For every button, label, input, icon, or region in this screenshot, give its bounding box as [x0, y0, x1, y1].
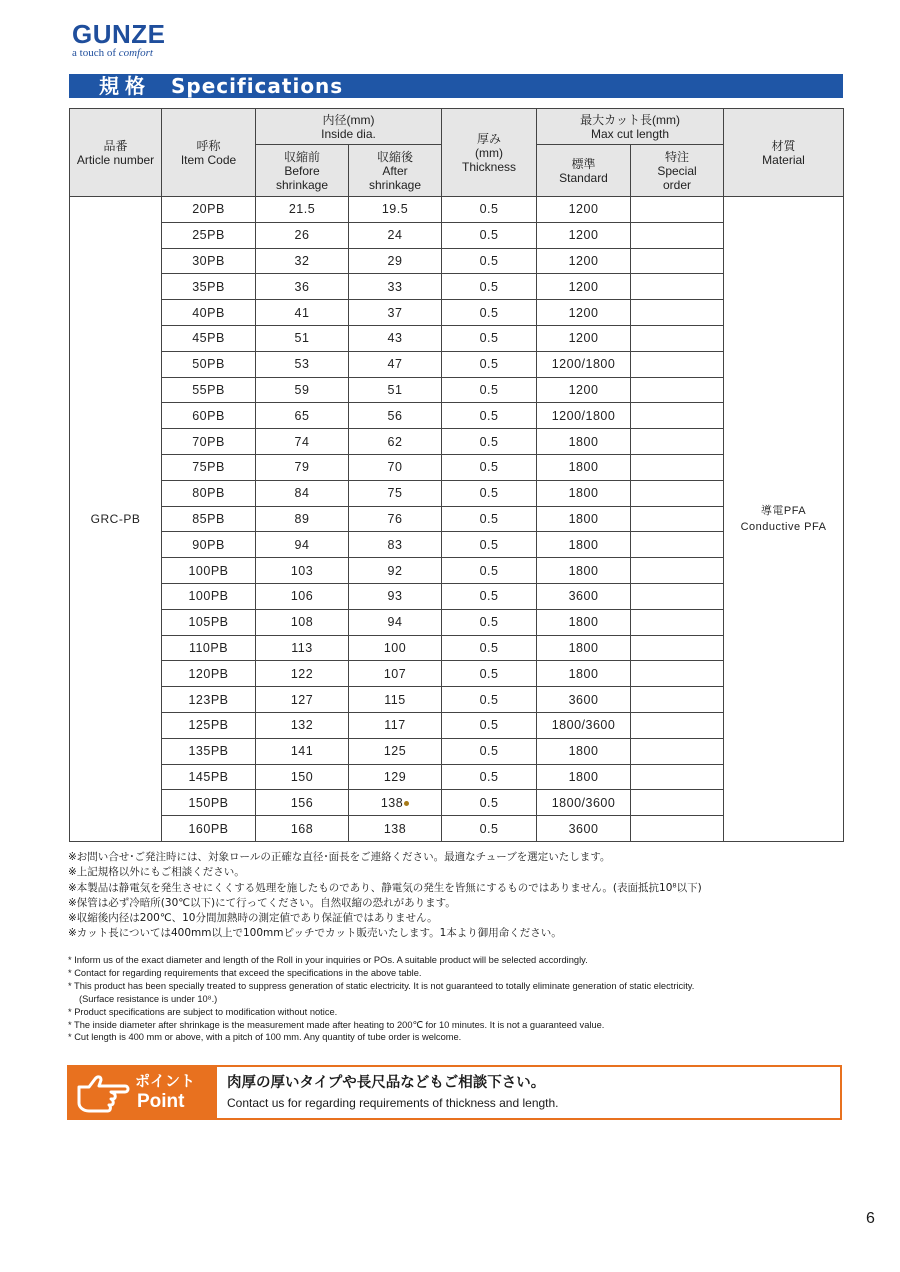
header-inside-dia: 内径(mm) Inside dia.	[256, 109, 442, 145]
note-jp: ※本製品は静電気を発生させにくくする処理を施したものであり、静電気の発生を皆無にするものではありません。(表面抵抗10⁸以下)	[68, 881, 702, 894]
item-code-cell: 100PB	[162, 558, 256, 584]
after-shrinkage-cell: 47	[349, 351, 442, 377]
item-code-cell: 40PB	[162, 300, 256, 326]
before-shrinkage-cell: 103	[256, 558, 349, 584]
special-order-cell	[631, 583, 724, 609]
special-order-cell	[631, 764, 724, 790]
point-label-en: Point	[137, 1091, 185, 1112]
note-en: * Inform us of the exact diameter and length of the Roll in your inquiries or POs. A suitable product will be selected accordingly.	[68, 955, 588, 965]
brand-tagline	[72, 47, 166, 59]
before-shrinkage-cell: 36	[256, 274, 349, 300]
thickness-cell: 0.5	[442, 635, 537, 661]
special-order-cell	[631, 351, 724, 377]
after-shrinkage-cell: 24	[349, 222, 442, 248]
standard-length-cell: 1800	[537, 429, 631, 455]
before-shrinkage-cell: 141	[256, 738, 349, 764]
thickness-cell: 0.5	[442, 351, 537, 377]
header-after-shrinkage: 収縮後 After shrinkage	[349, 145, 442, 197]
thickness-cell: 0.5	[442, 661, 537, 687]
section-title-jp: 規格	[99, 74, 151, 98]
standard-length-cell: 1200	[537, 248, 631, 274]
special-order-cell	[631, 300, 724, 326]
item-code-cell: 160PB	[162, 816, 256, 842]
standard-length-cell: 1800	[537, 558, 631, 584]
after-shrinkage-cell: 51	[349, 377, 442, 403]
item-code-cell: 70PB	[162, 429, 256, 455]
standard-length-cell: 3600	[537, 687, 631, 713]
before-shrinkage-cell: 21.5	[256, 197, 349, 223]
before-shrinkage-cell: 41	[256, 300, 349, 326]
thickness-cell: 0.5	[442, 480, 537, 506]
item-code-cell: 80PB	[162, 480, 256, 506]
standard-length-cell: 1800/3600	[537, 790, 631, 816]
item-code-cell: 105PB	[162, 609, 256, 635]
special-order-cell	[631, 687, 724, 713]
item-code-cell: 100PB	[162, 583, 256, 609]
thickness-cell: 0.5	[442, 532, 537, 558]
pointing-hand-icon	[75, 1073, 133, 1113]
thickness-cell: 0.5	[442, 300, 537, 326]
material-jp: 導電PFA	[760, 504, 807, 517]
material-en: Conductive PFA	[740, 520, 827, 533]
after-shrinkage-cell: 100	[349, 635, 442, 661]
thickness-cell: 0.5	[442, 816, 537, 842]
after-shrinkage-cell: 29	[349, 248, 442, 274]
before-shrinkage-cell: 79	[256, 454, 349, 480]
item-code-cell: 20PB	[162, 197, 256, 223]
before-shrinkage-cell: 106	[256, 583, 349, 609]
special-order-cell	[631, 454, 724, 480]
page-number: 6	[866, 1210, 875, 1227]
point-callout	[67, 1065, 842, 1120]
thickness-cell: 0.5	[442, 712, 537, 738]
tagline-emph: comfort	[118, 47, 153, 59]
note-jp: ※カット長については400mm以上で100mmピッチでカット販売いたします。1本より御用命ください。	[68, 927, 562, 940]
thickness-cell: 0.5	[442, 506, 537, 532]
item-code-cell: 55PB	[162, 377, 256, 403]
item-code-cell: 45PB	[162, 325, 256, 351]
before-shrinkage-cell: 84	[256, 480, 349, 506]
special-order-cell	[631, 712, 724, 738]
specifications-body	[70, 197, 844, 842]
thickness-cell: 0.5	[442, 325, 537, 351]
thickness-cell: 0.5	[442, 403, 537, 429]
note-en: * Product specifications are subject to modification without notice.	[68, 1006, 338, 1017]
item-code-cell: 123PB	[162, 687, 256, 713]
item-code-cell: 110PB	[162, 635, 256, 661]
before-shrinkage-cell: 65	[256, 403, 349, 429]
item-code-cell: 50PB	[162, 351, 256, 377]
after-shrinkage-cell: 129	[349, 764, 442, 790]
before-shrinkage-cell: 59	[256, 377, 349, 403]
after-shrinkage-cell: 138	[349, 790, 442, 816]
ink-dot-mark	[404, 801, 409, 806]
special-order-cell	[631, 558, 724, 584]
after-shrinkage-cell: 76	[349, 506, 442, 532]
special-order-cell	[631, 248, 724, 274]
standard-length-cell: 1800	[537, 480, 631, 506]
note-en: (Surface resistance is under 10⁸.)	[79, 993, 218, 1004]
standard-length-cell: 1200	[537, 222, 631, 248]
item-code-cell: 75PB	[162, 454, 256, 480]
before-shrinkage-cell: 113	[256, 635, 349, 661]
before-shrinkage-cell: 127	[256, 687, 349, 713]
before-shrinkage-cell: 74	[256, 429, 349, 455]
thickness-cell: 0.5	[442, 274, 537, 300]
after-shrinkage-cell: 83	[349, 532, 442, 558]
standard-length-cell: 1200	[537, 197, 631, 223]
after-shrinkage-cell: 43	[349, 325, 442, 351]
standard-length-cell: 1200/1800	[537, 351, 631, 377]
after-shrinkage-cell: 19.5	[349, 197, 442, 223]
header-material: 材質 Material	[724, 109, 844, 197]
thickness-cell: 0.5	[442, 429, 537, 455]
item-code-cell: 125PB	[162, 712, 256, 738]
notes-english	[68, 954, 838, 1044]
material-cell	[724, 197, 844, 842]
notes-japanese	[68, 850, 858, 942]
special-order-cell	[631, 609, 724, 635]
standard-length-cell: 1800	[537, 506, 631, 532]
before-shrinkage-cell: 32	[256, 248, 349, 274]
table-row	[70, 197, 844, 223]
thickness-cell: 0.5	[442, 197, 537, 223]
after-shrinkage-cell: 62	[349, 429, 442, 455]
before-shrinkage-cell: 108	[256, 609, 349, 635]
item-code-cell: 135PB	[162, 738, 256, 764]
after-shrinkage-cell: 37	[349, 300, 442, 326]
standard-length-cell: 1800	[537, 635, 631, 661]
point-label	[69, 1067, 217, 1118]
before-shrinkage-cell: 89	[256, 506, 349, 532]
after-shrinkage-cell: 92	[349, 558, 442, 584]
after-shrinkage-cell: 56	[349, 403, 442, 429]
before-shrinkage-cell: 150	[256, 764, 349, 790]
before-shrinkage-cell: 122	[256, 661, 349, 687]
special-order-cell	[631, 222, 724, 248]
note-en: * Cut length is 400 mm or above, with a pitch of 100 mm. Any quantity of tube order is welcome.	[68, 1032, 462, 1043]
before-shrinkage-cell: 53	[256, 351, 349, 377]
special-order-cell	[631, 816, 724, 842]
standard-length-cell: 1200	[537, 377, 631, 403]
header-item-code: 呼称 Item Code	[162, 109, 256, 197]
section-title-bar	[69, 74, 843, 98]
after-shrinkage-cell: 115	[349, 687, 442, 713]
specifications-table	[69, 108, 844, 842]
before-shrinkage-cell: 168	[256, 816, 349, 842]
special-order-cell	[631, 635, 724, 661]
brand-name: GUNZE	[72, 19, 166, 49]
standard-length-cell: 1200	[537, 325, 631, 351]
item-code-cell: 90PB	[162, 532, 256, 558]
point-message-jp: 肉厚の厚いタイプや長尺品などもご相談下さい。	[227, 1075, 546, 1091]
thickness-cell: 0.5	[442, 454, 537, 480]
standard-length-cell: 1800	[537, 661, 631, 687]
thickness-cell: 0.5	[442, 738, 537, 764]
special-order-cell	[631, 532, 724, 558]
standard-length-cell: 3600	[537, 816, 631, 842]
section-title-en: Specifications	[171, 74, 344, 98]
after-shrinkage-cell: 33	[349, 274, 442, 300]
gunze-logo	[72, 20, 166, 59]
header-thickness: 厚み (mm) Thickness	[442, 109, 537, 197]
special-order-cell	[631, 403, 724, 429]
before-shrinkage-cell: 132	[256, 712, 349, 738]
note-jp: ※お問い合せ･ご発注時には、対象ロールの正確な直径･面長をご連絡ください。最適なチューブを選定いたします。	[68, 851, 611, 863]
special-order-cell	[631, 429, 724, 455]
before-shrinkage-cell: 156	[256, 790, 349, 816]
standard-length-cell: 1800	[537, 532, 631, 558]
after-shrinkage-cell: 70	[349, 454, 442, 480]
after-shrinkage-cell: 117	[349, 712, 442, 738]
tagline-prefix: a touch of	[72, 47, 116, 59]
standard-length-cell: 1800	[537, 738, 631, 764]
standard-length-cell: 1800	[537, 609, 631, 635]
note-en: * This product has been specially treated to suppress generation of static electricity. It is not guaranteed to totally eliminate generation of static electricity.	[68, 980, 695, 991]
header-standard: 標準 Standard	[537, 145, 631, 197]
standard-length-cell: 1800/3600	[537, 712, 631, 738]
special-order-cell	[631, 377, 724, 403]
special-order-cell	[631, 197, 724, 223]
item-code-cell: 85PB	[162, 506, 256, 532]
item-code-cell: 145PB	[162, 764, 256, 790]
special-order-cell	[631, 790, 724, 816]
after-shrinkage-cell: 107	[349, 661, 442, 687]
special-order-cell	[631, 480, 724, 506]
standard-length-cell: 1200	[537, 274, 631, 300]
thickness-cell: 0.5	[442, 583, 537, 609]
thickness-cell: 0.5	[442, 609, 537, 635]
item-code-cell: 25PB	[162, 222, 256, 248]
item-code-cell: 30PB	[162, 248, 256, 274]
before-shrinkage-cell: 51	[256, 325, 349, 351]
standard-length-cell: 3600	[537, 583, 631, 609]
header-before-shrinkage: 収縮前 Before shrinkage	[256, 145, 349, 197]
thickness-cell: 0.5	[442, 764, 537, 790]
point-message-en: Contact us for regarding requirements of thickness and length.	[227, 1096, 559, 1110]
after-shrinkage-cell: 93	[349, 583, 442, 609]
standard-length-cell: 1200/1800	[537, 403, 631, 429]
header-max-cut-length: 最大カット長(mm) Max cut length	[537, 109, 724, 145]
thickness-cell: 0.5	[442, 790, 537, 816]
header-special-order: 特注 Special order	[631, 145, 724, 197]
article-number-cell: GRC-PB	[70, 197, 162, 842]
before-shrinkage-cell: 94	[256, 532, 349, 558]
before-shrinkage-cell: 26	[256, 222, 349, 248]
after-shrinkage-cell: 75	[349, 480, 442, 506]
header-article-number: 品番 Article number	[70, 109, 162, 197]
item-code-cell: 35PB	[162, 274, 256, 300]
note-jp: ※保管は必ず冷暗所(30℃以下)にて行ってください。自然収縮の恐れがあります。	[68, 896, 456, 909]
standard-length-cell: 1800	[537, 454, 631, 480]
special-order-cell	[631, 738, 724, 764]
note-jp: ※上記規格以外にもご相談ください。	[68, 866, 245, 879]
note-jp: ※収縮後内径は200℃、10分間加熱時の測定値であり保証値ではありません。	[68, 912, 438, 925]
thickness-cell: 0.5	[442, 558, 537, 584]
special-order-cell	[631, 661, 724, 687]
after-shrinkage-cell: 125	[349, 738, 442, 764]
item-code-cell: 60PB	[162, 403, 256, 429]
after-shrinkage-cell: 138	[349, 816, 442, 842]
special-order-cell	[631, 506, 724, 532]
item-code-cell: 120PB	[162, 661, 256, 687]
note-en: * Contact for regarding requirements that exceed the specifications in the above table.	[68, 967, 422, 978]
thickness-cell: 0.5	[442, 687, 537, 713]
item-code-cell: 150PB	[162, 790, 256, 816]
thickness-cell: 0.5	[442, 377, 537, 403]
note-en: * The inside diameter after shrinkage is the measurement made after heating to 200℃ for 10 minutes. It is not a guaranteed value.	[68, 1019, 605, 1030]
standard-length-cell: 1800	[537, 764, 631, 790]
standard-length-cell: 1200	[537, 300, 631, 326]
special-order-cell	[631, 325, 724, 351]
special-order-cell	[631, 274, 724, 300]
point-label-jp: ポイント	[135, 1072, 196, 1090]
after-shrinkage-cell: 94	[349, 609, 442, 635]
thickness-cell: 0.5	[442, 248, 537, 274]
thickness-cell: 0.5	[442, 222, 537, 248]
